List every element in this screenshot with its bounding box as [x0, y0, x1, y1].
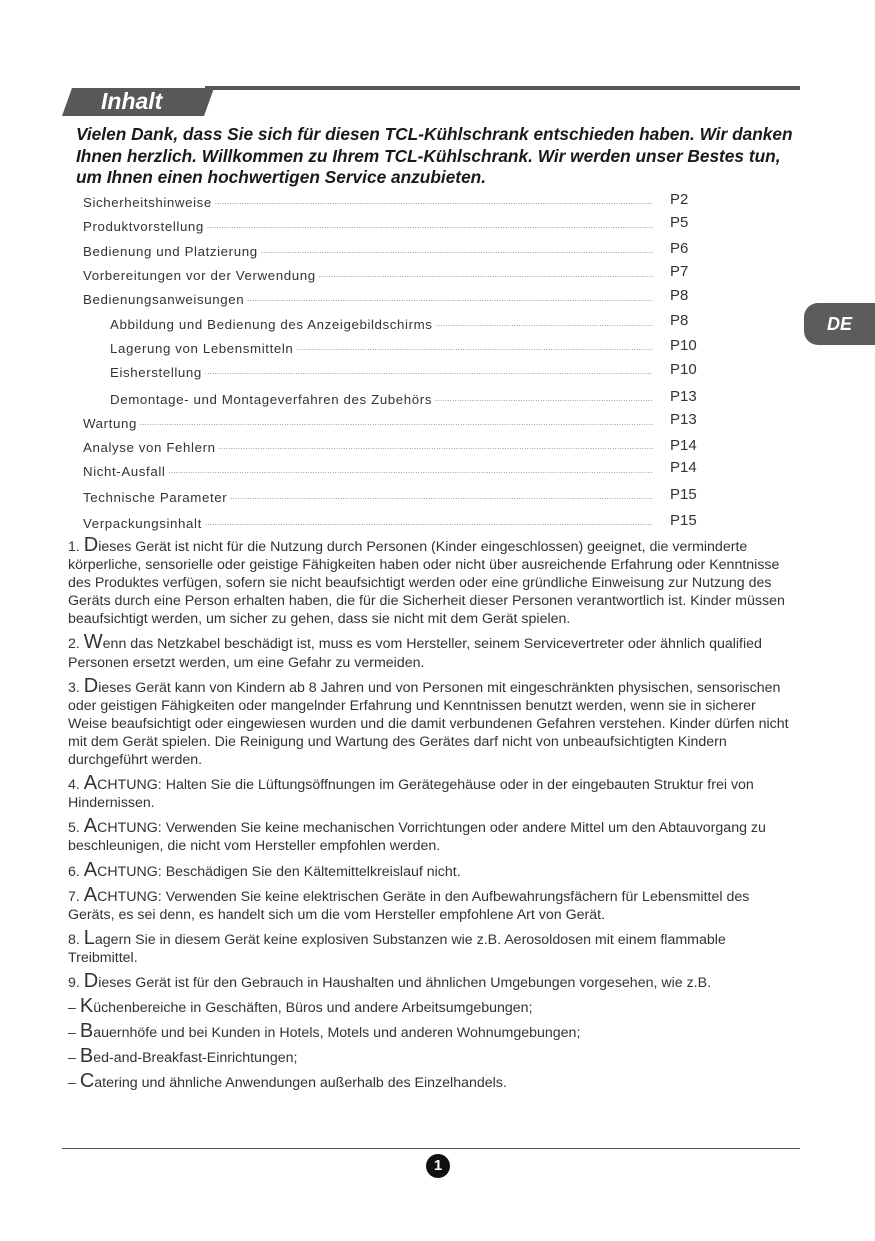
toc-label: Sicherheitshinweise	[83, 195, 212, 210]
toc-label: Eisherstellung	[110, 365, 202, 380]
item-initial: B	[79, 1045, 94, 1068]
toc-leader	[230, 494, 653, 501]
list-item	[68, 926, 792, 967]
item-text: atering und ähnliche Anwendungen außerhalb des Einzelhandels.	[94, 1075, 507, 1092]
list-item	[68, 772, 792, 812]
toc-leader	[205, 520, 653, 527]
item-initial: D	[83, 969, 99, 992]
toc-page: P13	[670, 388, 697, 405]
item-initial: L	[83, 926, 95, 949]
item-text: auernhöfe und bei Kunden in Hotels, Motels und anderen Wohnumgebungen;	[93, 1025, 581, 1042]
toc-page: P2	[670, 191, 689, 208]
item-number: 9.	[68, 974, 84, 991]
item-initial: A	[83, 815, 98, 838]
item-initial: D	[83, 534, 99, 556]
safety-notes	[68, 534, 792, 1099]
toc-leader	[319, 272, 653, 279]
item-number: 4.	[68, 777, 84, 794]
header-rule	[205, 86, 800, 90]
toc-leader	[215, 199, 653, 206]
item-text: CHTUNG: Verwenden Sie keine mechanischen Vorrichtungen oder andere Mittel um den Abtauvorgang zu beschleunigen, die nicht vom Hersteller empfohlen werden.	[68, 820, 766, 855]
toc-page: P13	[670, 411, 697, 428]
toc-entry[interactable]	[83, 239, 653, 259]
toc-leader	[205, 369, 653, 376]
item-initial: A	[83, 772, 98, 795]
toc-label: Wartung	[83, 416, 137, 431]
toc-leader	[435, 396, 653, 403]
list-item	[68, 1020, 792, 1043]
toc-leader	[168, 468, 653, 475]
toc-leader	[247, 296, 653, 303]
item-initial: A	[83, 858, 98, 881]
toc-label: Produktvorstellung	[83, 219, 204, 234]
toc-subentry[interactable]	[110, 387, 653, 407]
list-item	[68, 969, 792, 992]
toc-subentry[interactable]	[110, 336, 653, 356]
item-text: ed-and-Breakfast-Einrichtungen;	[93, 1050, 298, 1067]
toc-leader	[261, 248, 653, 255]
toc-label: Bedienung und Platzierung	[83, 244, 258, 259]
item-initial: W	[83, 631, 103, 654]
item-text: enn das Netzkabel beschädigt ist, muss es vom Hersteller, seinem Servicevertreter oder ähnlich qualified Personen ersetzt werden, um eine Gefahr zu vermeiden.	[68, 636, 762, 671]
item-dash: –	[68, 1075, 80, 1092]
list-item	[68, 1045, 792, 1068]
toc-page: P10	[670, 361, 697, 378]
toc-entry[interactable]	[83, 190, 653, 210]
toc-page: P8	[670, 312, 689, 329]
toc-page: P15	[670, 486, 697, 503]
item-text: ieses Gerät kann von Kindern ab 8 Jahren und von Personen mit eingeschränkten physischen, sensorischen oder geistigen Fähigkeiten oder mangelnder Erfahrung und Kenntnissen benutzt werden, wenn sie in sicherer Weise beaufsichtigt oder eingewiesen wurden und die damit verbundenen Gefahren verstehen. Kinder dürfen nicht mit dem Gerät spielen. Die Reinigung und Wartung des Gerätes darf nicht von unbeaufsichtigten Kindern durchgeführt werden.	[68, 679, 789, 769]
item-number: 8.	[68, 931, 84, 948]
toc-label: Demontage- und Montageverfahren des Zubehörs	[110, 392, 433, 407]
toc-page: P14	[670, 437, 697, 454]
item-initial: B	[79, 1020, 94, 1043]
language-tab	[804, 303, 875, 345]
item-dash: –	[68, 1025, 80, 1042]
item-text: ieses Gerät ist für den Gebrauch in Haushalten und ähnlichen Umgebungen vorgesehen, wie z.B.	[98, 974, 712, 991]
item-text: CHTUNG: Verwenden Sie keine elektrischen Geräte in den Aufbewahrungsfächern für Lebensmittel des Geräts, es sei denn, es handelt sich um die vom Hersteller empfohlene Art von Gerät.	[68, 888, 750, 923]
toc-leader	[219, 444, 653, 451]
list-item	[68, 631, 792, 671]
toc-label: Lagerung von Lebensmitteln	[110, 341, 294, 356]
item-initial: D	[83, 674, 99, 697]
toc-leader	[207, 223, 653, 230]
toc-page: P6	[670, 240, 689, 257]
toc-label: Vorbereitungen vor der Verwendung	[83, 268, 316, 283]
toc-label: Bedienungsanweisungen	[83, 292, 245, 307]
list-item	[68, 534, 792, 628]
item-dash: –	[68, 1050, 80, 1067]
toc-label: Analyse von Fehlern	[83, 440, 216, 455]
page-title: Inhalt	[101, 88, 163, 114]
toc-entry[interactable]	[83, 435, 653, 455]
list-item	[68, 815, 792, 855]
list-item	[68, 674, 792, 769]
item-number: 3.	[68, 679, 84, 696]
item-number: 6.	[68, 863, 84, 880]
item-dash: –	[68, 1000, 80, 1017]
toc-label: Technische Parameter	[83, 490, 228, 505]
footer-rule	[62, 1148, 800, 1149]
toc-label: Abbildung und Bedienung des Anzeigebildschirms	[110, 317, 433, 332]
item-text: ieses Gerät ist nicht für die Nutzung durch Personen (Kinder eingeschlossen) geeignet, die verminderte körperliche, sensorielle oder geistige Fähigkeiten haben oder nicht über ausreichende Erfahrung oder Kenntnisse des Produktes verfügen, sofern sie nicht beaufsichtigt werden oder eine gründliche Einweisung zur Nutzung des Geräts durch eine Person erhalten haben, die für die Sicherheit dieser Personen verantwortlich ist. Kinder müssen beaufsichtigt werden, um sicher zu gehen, dass sie nicht mit dem Gerät spielen.	[68, 539, 785, 628]
language-label: DE	[826, 314, 852, 334]
toc-leader	[296, 345, 653, 352]
item-number: 1.	[68, 539, 84, 555]
toc-leader	[436, 321, 653, 328]
toc-label: Verpackungsinhalt	[83, 516, 202, 531]
item-initial: C	[79, 1070, 95, 1093]
toc-page: P15	[670, 512, 697, 529]
toc-entry[interactable]	[83, 459, 653, 479]
toc-entry[interactable]	[83, 263, 653, 283]
item-text: üchenbereiche in Geschäften, Büros und andere Arbeitsumgebungen;	[93, 1000, 533, 1017]
toc-subentry[interactable]	[110, 312, 653, 332]
item-number: 7.	[68, 888, 84, 905]
toc-leader	[140, 420, 653, 427]
toc-entry[interactable]	[83, 214, 653, 234]
list-item	[68, 858, 792, 881]
toc-page: P5	[670, 214, 689, 231]
intro-text: Vielen Dank, dass Sie sich für diesen TCL-Kühlschrank entschieden haben. Wir danken Ihnen herzlich. Willkommen zu Ihrem TCL-Kühlschrank. Wir werden unser Bestes tun, um Ihnen einen hochwertigen Service anzubieten.	[76, 124, 793, 187]
toc-entry[interactable]	[83, 511, 653, 531]
list-item	[68, 1070, 792, 1093]
toc-subentry[interactable]	[110, 360, 653, 380]
toc-page: P10	[670, 337, 697, 354]
item-text: CHTUNG: Beschädigen Sie den Kältemittelkreislauf nicht.	[97, 863, 461, 880]
list-item	[68, 883, 792, 924]
toc-page: P8	[670, 287, 689, 304]
item-initial: A	[83, 883, 98, 906]
toc-page: P7	[670, 263, 689, 280]
item-initial: K	[79, 995, 94, 1018]
toc-entry[interactable]	[83, 411, 653, 431]
toc-entry[interactable]	[83, 287, 653, 307]
page-number: 1	[426, 1154, 450, 1178]
toc-page: P14	[670, 459, 697, 476]
item-text: CHTUNG: Halten Sie die Lüftungsöffnungen im Gerätegehäuse oder in der eingebauten Struktur frei von Hindernissen.	[68, 777, 754, 812]
item-number: 2.	[68, 636, 84, 653]
item-text: agern Sie in diesem Gerät keine explosiven Substanzen wie z.B. Aerosoldosen mit einem flammable Treibmittel.	[68, 931, 726, 966]
toc-entry[interactable]	[83, 485, 653, 505]
list-item	[68, 995, 792, 1018]
toc-label: Nicht-Ausfall	[83, 464, 166, 479]
item-number: 5.	[68, 820, 84, 837]
